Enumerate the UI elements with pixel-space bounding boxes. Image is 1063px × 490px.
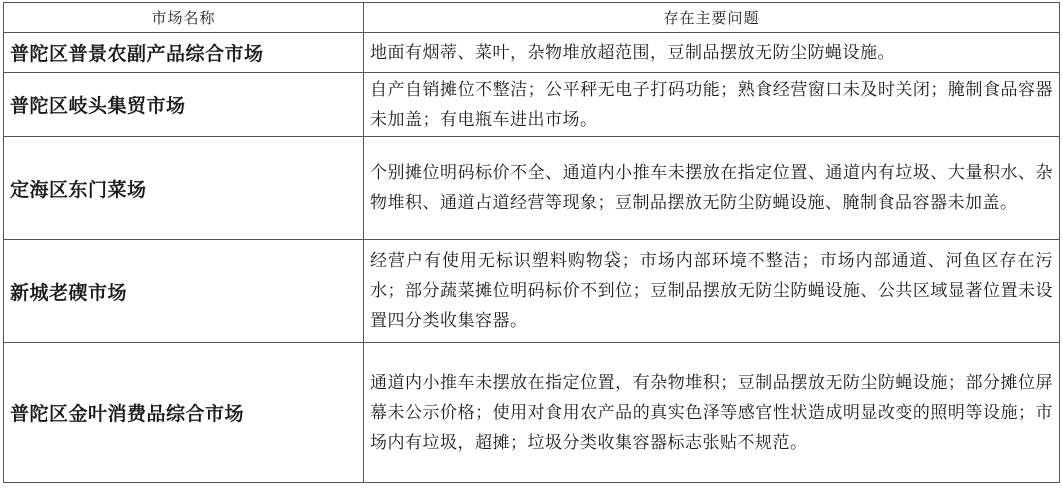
- header-main-issues: 存在主要问题: [364, 3, 1060, 33]
- issues-cell: 经营户有使用无标识塑料购物袋；市场内部环境不整洁；市场内部通道、河鱼区存在污水；部分蔬菜摊位明码标价不到位；豆制品摆放无防尘防蝇设施、公共区域显著位置未设置四分类收集容器。: [364, 240, 1060, 343]
- issues-cell: 个别摊位明码标价不全、通道内小推车未摆放在指定位置、通道内有垃圾、大量积水、杂物堆积、通道占道经营等现象；豆制品摆放无防尘防蝇设施、腌制食品容器未加盖。: [364, 137, 1060, 240]
- market-name-cell: 普陀区普景农副产品综合市场: [4, 33, 364, 73]
- market-name-cell: 普陀区岐头集贸市场: [4, 73, 364, 137]
- table-row: [4, 137, 1060, 240]
- issues-cell: 地面有烟蒂、菜叶，杂物堆放超范围，豆制品摆放无防尘防蝇设施。: [364, 33, 1060, 73]
- market-name-cell: 新城老碶市场: [4, 240, 364, 343]
- table-row: [4, 33, 1060, 73]
- market-name-cell: 定海区东门菜场: [4, 137, 364, 240]
- issues-cell: 自产自销摊位不整洁；公平秤无电子打码功能；熟食经营窗口未及时关闭；腌制食品容器未加盖；有电瓶车进出市场。: [364, 73, 1060, 137]
- table-row: [4, 240, 1060, 343]
- table-row: [4, 73, 1060, 137]
- market-name-cell: 普陀区金叶消费品综合市场: [4, 343, 364, 483]
- header-market-name: 市场名称: [4, 3, 364, 33]
- table-header-row: [4, 3, 1060, 33]
- market-issues-table: [3, 2, 1060, 483]
- issues-cell: 通道内小推车未摆放在指定位置，有杂物堆积；豆制品摆放无防尘防蝇设施；部分摊位屏幕未公示价格；使用对食用农产品的真实色泽等感官性状造成明显改变的照明等设施；市场内有垃圾，超摊；垃圾分类收集容器标志张贴不规范。: [364, 343, 1060, 483]
- table-row: [4, 343, 1060, 483]
